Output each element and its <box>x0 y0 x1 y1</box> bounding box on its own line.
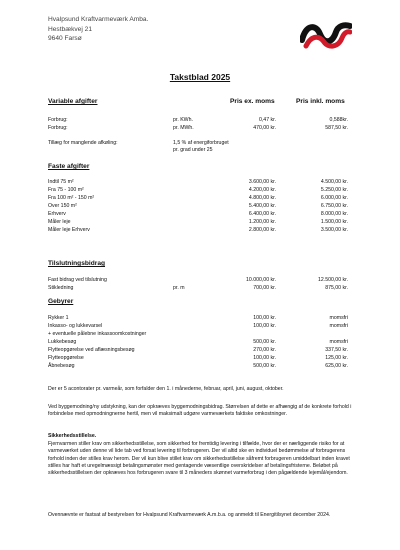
cooling-surcharge-row-2: pr. grad under 25 <box>173 147 213 153</box>
connection-row: Stikledning pr. m 700,00 kr. 875,00 kr. <box>48 285 348 291</box>
fees-heading: Gebyrer <box>48 298 74 305</box>
fee-row: Flytteopgørelse ved aflæsningsbesøg 270,00 kr. 337,50 kr. <box>48 347 348 353</box>
connection-row: Fast bidrag ved tilslutning 10.000,00 kr. 12.500,00 kr. <box>48 277 348 283</box>
board-approval-text: Ovennævnte er fastsat af bestyrelsen for Hvalpsund Kraftvarmeværk A.m.b.a. og anmeldt til Energitilsynet december 2024. <box>48 512 331 518</box>
fee-row: Inkasso- og lukkevarsel 100,00 kr. momsfri <box>48 323 348 329</box>
fee-row: Åbnebesøg 500,00 kr. 625,00 kr. <box>48 363 348 369</box>
cooling-surcharge-row: Tillæg for manglende afkøling: 1,5 % af energiforbruget <box>48 140 229 146</box>
sender-address <box>48 15 148 44</box>
sender-city: 9640 Farsø <box>48 35 82 42</box>
fixed-row: Over 150 m² 5.400,00 kr. 6.750,00 kr. <box>48 203 348 209</box>
fixed-row: Erhverv 6.400,00 kr. 8.000,00 kr. <box>48 211 348 217</box>
company-logo-icon <box>300 18 352 50</box>
variable-heading: Variable afgifter <box>48 98 98 105</box>
fixed-row: Indtil 75 m² 3.600,00 kr. 4.500,00 kr. <box>48 179 348 185</box>
page-title: Takstblad 2025 <box>169 72 231 82</box>
development-contribution-text: Ved byggemodning/ny udstykning, kan der opkræves byggemodningsbidrag. Størrelsen af dette er afhængig af de konkrete forhold i forbindelse med opmodningnerne hertil, men vil maksimalt udgøre varmeværkets faktiske omkostninger. <box>48 404 352 418</box>
sender-company: Hvalpsund Kraftvarmeværk Amba. <box>48 16 149 23</box>
payment-schedule-text: Der er 5 acontorater pr. varmeår, som forfalder den 1. i månederne, februar, april, juni, august, oktober. <box>48 386 284 392</box>
connection-heading: Tilslutningsbidrag <box>48 260 106 267</box>
security-text: Fjernvarmen stiller krav om sikkerhedsstillelse, som sikkerhed for fremtidig levering i tilfælde, hvor der er nærliggende risiko for at varmeværket uden denne vil lide tab ved forsat levering til forbrugeren. Der vil altid ske en individuel bedømmelse af forbrugerens forhold inden der stilles krav herom. Der vil kun blive stillet krav om sikkerhedsstillelse såfremt forbrugeren umiddelbart inden kravet stilles har haft et uregelmæssigt betalingsmønster med gentagende væsentlige overskridelser af betalingsfristerne. Beløbet på sikkerhedsstillelsen der opkræves hos forbrugeren svare til 3 måneders skønnet varmeforbrug i den pågældende lejemål/ejendom. <box>48 441 350 477</box>
variable-row: Forbrug: pr. KWh. 0,47 kr. 0,588kr. <box>48 117 348 123</box>
fee-row: Flytteopgørelse 100,00 kr. 125,00 kr. <box>48 355 348 361</box>
fixed-row: Måler leje Erhverv 2.800,00 kr. 3.500,00 kr. <box>48 227 348 233</box>
variable-row: Forbrug: pr. MWh. 470,00 kr. 587,50 kr. <box>48 125 348 131</box>
fixed-heading: Faste afgifter <box>48 163 90 170</box>
col-header-ex-moms: Pris ex. moms <box>230 98 275 105</box>
fee-row: Lukkebesøg 500,00 kr. momsfri <box>48 339 348 345</box>
col-header-inkl-moms: Pris inkl. moms <box>296 98 345 105</box>
fixed-row: Fra 75 - 100 m² 4.200,00 kr. 5.250,00 kr. <box>48 187 348 193</box>
fee-row: + eventuelle pålebne inkassoomkostninger <box>48 331 147 337</box>
sender-street: Hestbækvej 21 <box>48 25 92 33</box>
fee-row: Rykker 1 100,00 kr. momsfri <box>48 315 348 321</box>
fixed-row: Fra 100 m² - 150 m² 4.800,00 kr. 6.000,00 kr. <box>48 195 348 201</box>
fixed-row: Måler leje 1.200,00 kr. 1.500,00 kr. <box>48 219 348 225</box>
security-heading: Sikkerhedsstillelse. <box>48 433 97 439</box>
